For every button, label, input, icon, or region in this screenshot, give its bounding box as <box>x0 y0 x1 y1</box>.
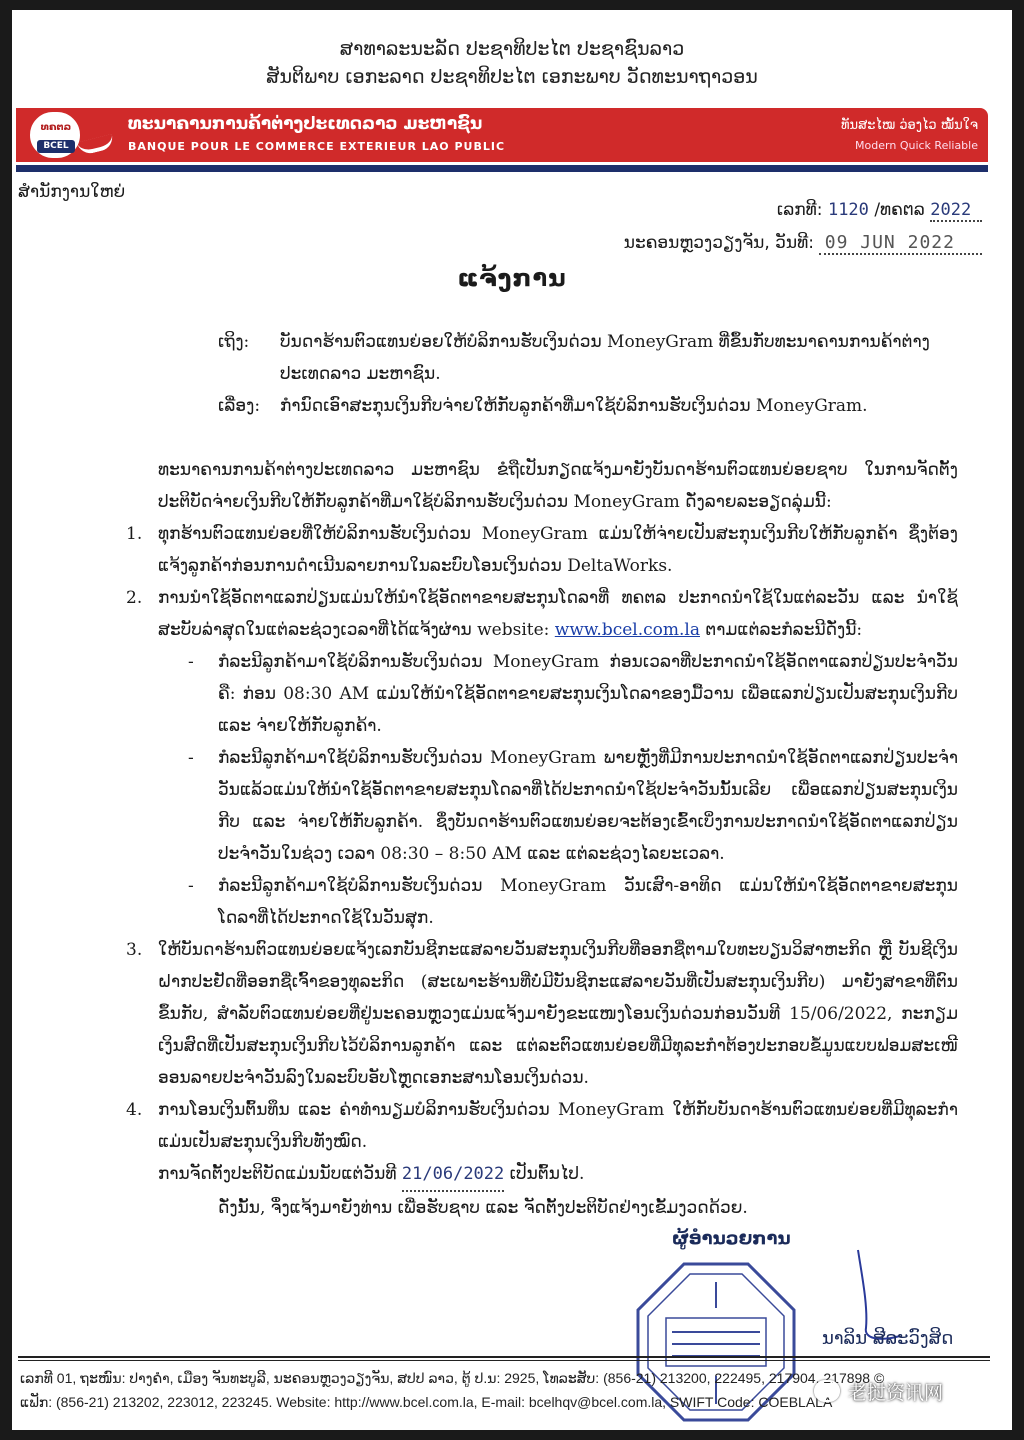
slogan-lao: ທັນສະໄໝ ວ່ອງໄວ ໝັ້ນໃຈ <box>841 118 978 133</box>
subject-text: ກໍານົດເອົາສະກຸນເງິນກີບຈ່າຍໃຫ້ກັບລູກຄ້າທີ່ມາໃຊ້ບໍລິການຮັບເງິນດ່ວນ MoneyGram. <box>280 396 868 416</box>
intro-paragraph: ທະນາຄານການຄ້າຕ່າງປະເທດລາວ ມະຫາຊົນ ຂໍຖືເປັນກຽດແຈ້ງມາຍັງບັນດາຮ້ານຕົວແທນຍ່ອຍຊາບ ໃນການຈັດຕັ້ງປະຕິບັດຈ່າຍເງິນກີບໃຫ້ກັບລູກຄ້າທີ່ມາໃຊ້ບໍລິການຮັບເງິນດ່ວນ MoneyGram ດັ່ງລາຍລະອຽດລຸ່ມນີ້: <box>158 460 958 512</box>
item1-text: ທຸກຮ້ານຕົວແທນຍ່ອຍທີ່ໃຫ້ບໍລິການຮັບເງິນດ່ວນ MoneyGram ແມ່ນໃຫ້ຈ່າຍເປັນສະກຸນເງິນກີບໃຫ້ກັບລູກຄ້າ ຊຶ່ງຕ້ອງແຈ້ງລູກຄ້າກ່ອນການດໍາເນີນລາຍການໃນລະບົບໂອນເງິນດ່ວນ DeltaWorks. <box>158 524 958 576</box>
to-label: ເຖິງ: <box>218 332 250 352</box>
logo-text: ທຄຕລ <box>40 122 72 133</box>
logo-abbr: BCEL <box>37 140 75 153</box>
slogan-en: Modern Quick Reliable <box>855 139 978 152</box>
effective-text-b: ເປັນຕົ້ນໄປ. <box>509 1164 585 1184</box>
sub3-text: ກໍລະນີລູກຄ້າມາໃຊ້ບໍລິການຮັບເງິນດ່ວນ MoneyGram ວັນເສົາ-ອາທິດ ແມ່ນໃຫ້ນໍາໃຊ້ອັດຕາຂາຍສະກຸນໂດລາທີ່ໄດ້ປະກາດໃຊ້ໃນວັນສຸກ. <box>218 876 958 928</box>
logo-swoosh-icon <box>77 134 115 156</box>
notice-title: ແຈ້ງການ <box>457 264 567 292</box>
item3-text: ໃຫ້ບັນດາຮ້ານຕົວແທນຍ່ອຍແຈ້ງເລກບັນຊີກະແສລາຍວັນສະກຸນເງິນກີບທີ່ອອກຊື່ຕາມໃບທະບຽນວິສາຫະກິດ ຫຼື ບັນຊີເງິນຝາກປະຢັດທີ່ອອກຊື່ເຈົ້າຂອງທຸລະກິດ (ສະເພາະຮ້ານທີ່ບໍ່ມີບັນຊີກະແສລາຍວັນທີ່ເປັນສະກຸນເງິນກີບ) ມາຍັງສາຂາທີ່ຕົນຂຶ້ນກັບ, ສໍາລັບຕົວແທນຍ່ອຍທີ່ຢູ່ນະຄອນຫຼວງແມ່ນແຈ້ງມາຍັງຂະແໜງໂອນເງິນດ່ວນກ່ອນວັນທີ 15/06/2022, ກະກຽມເງິນສົດທີ່ເປັນສະກຸນເງິນກີບໄວ້ບໍລິການລູກຄ້າ ແລະ ແຕ່ລະຕົວແທນຍ່ອຍທີ່ມີທຸລະກໍາຕ້ອງປະກອບຂໍ້ມູນແບບຟອມສະເໜີອອນລາຍປະຈໍາວັນລົງໃນລະບົບອັບໂຫຼດເອກະສານໂອນເງິນດ່ວນ. <box>158 940 958 1088</box>
bcel-website-link[interactable]: www.bcel.com.la <box>554 620 700 640</box>
bank-banner <box>16 108 988 162</box>
footer-contact: ແຟັກ: (856-21) 213202, 223012, 223245. Website: http://www.bcel.com.la, E-mail: bcelhqv@bcel.com.la, SWIFT Code: COEBLALA <box>20 1394 833 1410</box>
item2-text <box>158 582 958 646</box>
ref-year: 2022 <box>930 200 972 220</box>
subject-label: ເລື່ອງ: <box>218 396 261 416</box>
footer-address: ເລກທີ 01, ຖະໜົນ: ປາງຄໍາ, ເມືອງ ຈັນທະບູລີ, ນະຄອນຫຼວງວຽງຈັນ, ສປປ ລາວ, ຕູ້ ປ.ນ: 2925, ໂທລະສັບ: (856-21) 213200, 222495, 217904, 217898 © <box>20 1370 885 1386</box>
bank-name-lao: ທະນາຄານການຄ້າຕ່າງປະເທດລາວ ມະຫາຊົນ <box>128 114 483 134</box>
effective-text-a: ການຈັດຕັ້ງປະຕິບັດແມ່ນນັບແຕ່ວັນທີ <box>158 1164 397 1184</box>
item2-text-b: ຕາມແຕ່ລະກໍລະນີດັ່ງນີ້: <box>700 620 863 640</box>
signatory-title: ຜູ້ອໍານວຍການ <box>672 1228 791 1249</box>
sub1-dash: - <box>188 652 194 672</box>
footer-divider <box>18 1356 990 1358</box>
effective-date: 21/06/2022 <box>401 1164 505 1184</box>
footer-divider-thin <box>18 1360 990 1361</box>
item2-number: 2. <box>126 588 143 608</box>
date-line <box>624 232 982 255</box>
sub2-text: ກໍລະນີລູກຄ້າມາໃຊ້ບໍລິການຮັບເງິນດ່ວນ MoneyGram ພາຍຫຼັງທີ່ມີການປະກາດນໍາໃຊ້ອັດຕາແລກປ່ຽນປະຈໍາວັນແລ້ວແມ່ນໃຫ້ນໍາໃຊ້ອັດຕາຂາຍສະກຸນໂດລາທີ່ໄດ້ປະກາດນໍາໃຊ້ປະຈໍາວັນນັ້ນເລີຍ ເພື່ອແລກປ່ຽນສະກຸນເງິນກີບ ແລະ ຈ່າຍໃຫ້ກັບລູກຄ້າ. ຊຶ່ງບັນດາຮ້ານຕົວແທນຍ່ອຍຈະຕ້ອງເຂົ້າເບິ່ງການປະກາດນໍາໃຊ້ອັດຕາແລກປ່ຽນປະຈໍາວັນໃນຊ່ວງ ເວລາ 08:30 – 8:50 AM ແລະ ແຕ່ລະຊ່ວງໄລຍະເວລາ. <box>218 748 958 864</box>
date-label: ນະຄອນຫຼວງວຽງຈັນ, ວັນທີ: <box>623 233 814 253</box>
gov-header-line2: ສັນຕິພາບ ເອກະລາດ ປະຊາທິປະໄຕ ເອກະພາບ ວັດທະນາຖາວອນ <box>266 66 758 88</box>
letter-page <box>12 10 1012 1430</box>
item1-number: 1. <box>126 524 143 544</box>
item4-number: 4. <box>126 1100 143 1120</box>
banner-underline <box>16 165 988 172</box>
sub1-text: ກໍລະນີລູກຄ້າມາໃຊ້ບໍລິການຮັບເງິນດ່ວນ MoneyGram ກ່ອນເວລາທີ່ປະກາດນໍາໃຊ້ອັດຕາແລກປ່ຽນປະຈໍາວັນຄື: ກ່ອນ 08:30 AM ແມ່ນໃຫ້ນໍາໃຊ້ອັດຕາຂາຍສະກຸນເງິນໂດລາຂອງມື້ວານ ເພື່ອແລກປ່ຽນເປັນສະກຸນເງິນກີບ ແລະ ຈ່າຍໃຫ້ກັບລູກຄ້າ. <box>218 652 958 736</box>
item4-text: ການໂອນເງິນຕົ້ນທຶນ ແລະ ຄ່າທໍານຽມບໍລິການຮັບເງິນດ່ວນ MoneyGram ໃຫ້ກັບບັນດາຮ້ານຕົວແທນຍ່ອຍທີ່ມີທຸລະກໍາແມ່ນເປັນສະກຸນເງິນກີບທັງໝົດ. <box>158 1100 958 1152</box>
ref-number: 1120 <box>827 200 869 220</box>
closing-line: ດັ່ງນັ້ນ, ຈຶ່ງແຈ້ງມາຍັງທ່ານ ເພື່ອຮັບຊາບ ແລະ ຈັດຕັ້ງປະຕິບັດຢ່າງເຂັ້ມງວດດ້ວຍ. <box>218 1198 748 1218</box>
sub3-dash: - <box>188 876 194 896</box>
effective-line <box>158 1158 958 1192</box>
date-stamp: 09 JUN 2022 <box>824 232 955 253</box>
watermark-text: 老挝资讯网 <box>848 1382 944 1404</box>
gov-header-line1: ສາທາລະນະລັດ ປະຊາທິປະໄຕ ປະຊາຊົນລາວ <box>339 38 685 60</box>
ref-sep: /ທຄຕລ <box>874 200 925 220</box>
ref-label: ເລກທີ: <box>776 200 823 220</box>
signatory-name: ນາລິນ ສີລະວົງສິດ <box>822 1328 954 1349</box>
sub2-dash: - <box>188 748 194 768</box>
reference-line <box>777 200 982 222</box>
item3-number: 3. <box>126 940 143 960</box>
office-name: ສໍານັກງານໃຫຍ່ <box>18 182 126 202</box>
wechat-icon <box>814 1380 840 1402</box>
bcel-logo <box>30 112 80 158</box>
bank-name-fr: BANQUE POUR LE COMMERCE EXTERIEUR LAO PUBLIC <box>128 140 506 153</box>
to-text: ບັນດາຮ້ານຕົວແທນຍ່ອຍໃຫ້ບໍລິການຮັບເງິນດ່ວນ MoneyGram ທີ່ຂຶ້ນກັບທະນາຄານການຄ້າຕ່າງປະເທດລາວ ມະຫາຊົນ. <box>280 332 930 384</box>
item2-text-a: ການນໍາໃຊ້ອັດຕາແລກປ່ຽນແມ່ນໃຫ້ນໍາໃຊ້ອັດຕາຂາຍສະກຸນໂດລາທີ່ ທຄຕລ ປະກາດນໍາໃຊ້ໃນແຕ່ລະວັນ ແລະ ນໍາໃຊ້ສະບັບລ່າສຸດໃນແຕ່ລະຊ່ວງເວລາທີ່ໄດ້ແຈ້ງຜ່ານ website: <box>158 588 958 640</box>
